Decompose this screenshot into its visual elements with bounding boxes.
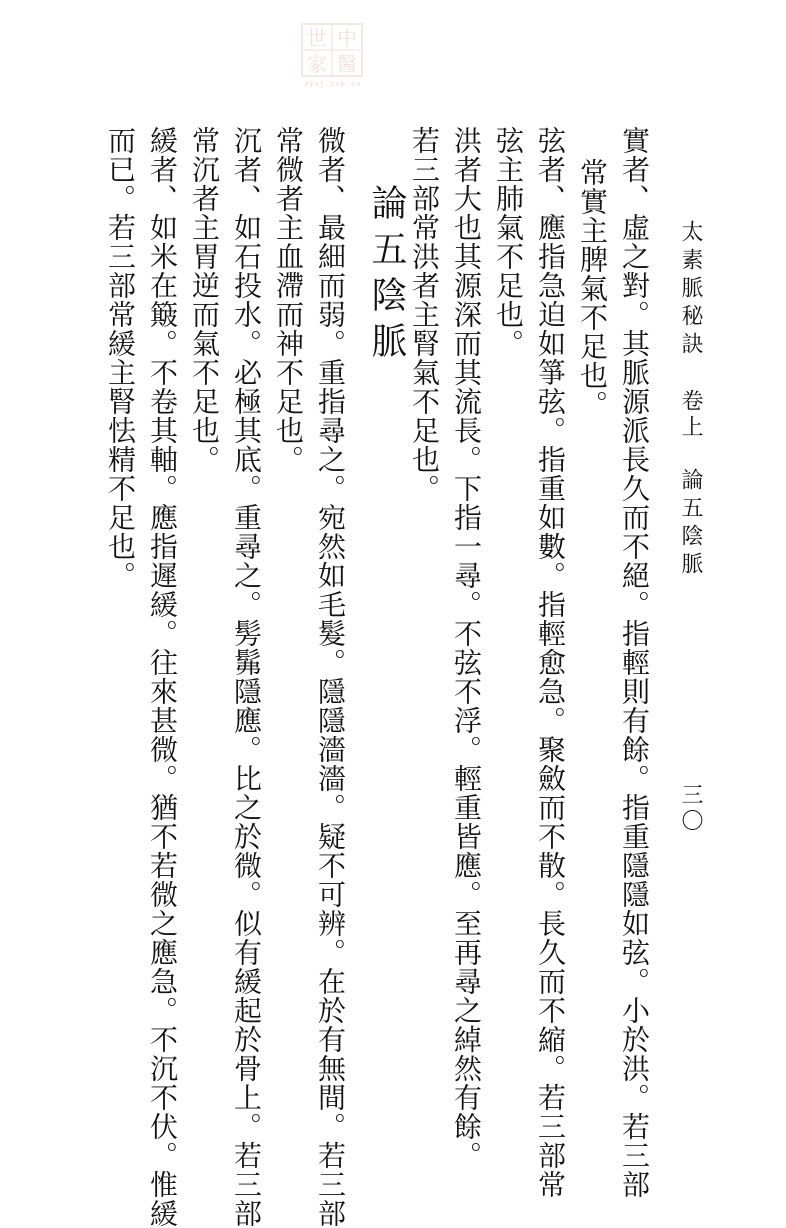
book-title: 太素脈秘訣	[678, 220, 703, 360]
svg-text:世: 世	[307, 26, 327, 50]
svg-text:家: 家	[307, 52, 327, 76]
running-header	[672, 220, 708, 860]
volume-label: 卷上	[678, 389, 703, 441]
section-heading: 論五陰脈	[366, 184, 407, 368]
page-number: 三〇	[678, 783, 703, 835]
watermark-seal	[296, 22, 376, 88]
text-column: 實者、虛之對。其脈源派長久而不絕。指輕則有餘。指重隱隱如弦。小於洪。若三部	[618, 126, 651, 1199]
text-column: 弦者、應指急迫如箏弦。指重如數。指輕愈急。聚斂而不散。長久而不縮。若三部常	[534, 126, 567, 1199]
text-column: 微者、最細而弱。重指尋之。宛然如毛髮。隱隱濇濇。疑不可辨。在於有無間。若三部	[314, 126, 347, 1228]
section-label: 論五陰脈	[678, 468, 703, 580]
watermark-url: zysj.com.cn	[304, 80, 362, 88]
text-column: 而已。若三部常緩主腎怯精不足也。	[104, 126, 137, 590]
text-column: 洪者大也其源深而其流長。下指一尋。不弦不浮。輕重皆應。至再尋之綽然有餘。	[450, 126, 483, 1170]
text-column: 弦主肺氣不足也。	[492, 126, 525, 358]
svg-text:中: 中	[337, 26, 357, 50]
text-column: 沉者、如石投水。必極其底。重尋之。髣髴隱應。比之於微。似有緩起於骨上。若三部	[230, 126, 263, 1228]
text-column: 緩者、如米在簸。不卷其軸。應指遲緩。往來甚微。猶不若微之應急。不沉不伏。惟緩	[146, 126, 179, 1228]
seal-logo-icon	[300, 22, 364, 78]
text-column: 若三部常洪者主腎氣不足也。	[408, 126, 441, 503]
svg-text:醫: 醫	[337, 52, 357, 76]
text-column: 常微者主血滯而神不足也。	[272, 126, 305, 474]
text-column: 常沉者主胃逆而氣不足也。	[188, 126, 221, 474]
text-column: 常實主脾氣不足也。	[576, 158, 609, 419]
